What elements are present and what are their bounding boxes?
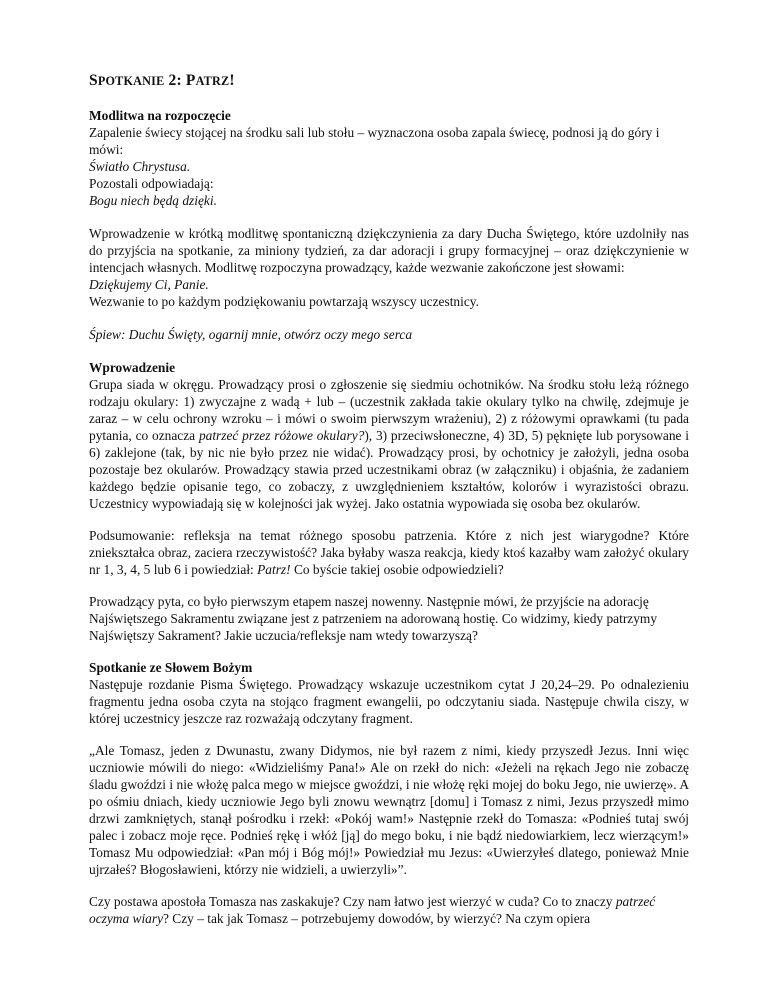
title-part-1: POTKANIE bbox=[97, 74, 165, 88]
title-initial-2: P bbox=[185, 72, 196, 89]
summary-text-italic: Patrz! bbox=[257, 562, 291, 577]
opening-prayer-call: Światło Chrystusa. bbox=[89, 159, 191, 174]
word-text: Następuje rozdanie Pisma Świętego. Prowadzący wskazuje uczestnikom cytat J 20,24–29. Po odnalezieniu fragmentu jedna osoba czyta na stojąco fragment ewangelii, po odczytaniu siada. Następuje chwila ciszy, w której uczestnicy jeszcze raz rozważają odczytany fragment. bbox=[89, 677, 689, 726]
page-title bbox=[89, 72, 689, 90]
title-exclamation: ! bbox=[229, 72, 235, 89]
summary-text bbox=[89, 527, 689, 578]
document-page bbox=[89, 72, 689, 927]
questions-text-part-b: ? Czy – tak jak Tomasz – potrzebujemy dowodów, by wierzyć? Na czym opiera bbox=[163, 911, 591, 926]
title-initial-1: S bbox=[89, 72, 98, 89]
novena-text: Prowadzący pyta, co było pierwszym etapem naszej nowenny. Następnie mówi, że przyjście na adorację Najświętszego Sakramentu związane jest z patrzeniem na adorowaną hostię. Co widzimy, kiedy patrzymy Najświętszy Sakrament? Jakie uczucia/refleksje nam wtedy towarzyszą? bbox=[89, 594, 658, 643]
title-part-2: ATRZ bbox=[195, 74, 230, 88]
introduction-heading: Wprowadzenie bbox=[89, 360, 176, 375]
opening-prayer-instruction: Zapalenie świecy stojącej na środku sali lub stołu – wyznaczona osoba zapala świecę, podnosi ją do góry i mówi: bbox=[89, 125, 660, 157]
gospel-quote: „Ale Tomasz, jeden z Dwunastu, zwany Didymos, nie był razem z nimi, kiedy przyszedł Jezus. Inni więc uczniowie mówili do niego: «Widzieliśmy Pana!» Ale on rzekł do nich: «Jeżeli na rękach Jego nie zobaczę śladu gwoździ i nie włożę palca mego w miejsce gwoździ, i nie włożę ręki mojej do boku Jego, nie uwierzę». A po ośmiu dniach, kiedy uczniowie Jego byli znowu wewnątrz [domu] i Tomasz z nimi, Jezus przyszedł mimo drzwi zamkniętych, stanął pośrodku i rzekł: «Pokój wam!» Następnie rzekł do Tomasza: «Podnieś tutaj swój palec i zobacz moje ręce. Podnieś rękę i włóż [ją] do mego boku, i nie bądź niedowiarkiem, lecz wierzącym!» Tomasz Mu odpowiedział: «Pan mój i Bóg mój!» Powiedział mu Jezus: «Uwierzyłeś dlatego, ponieważ Mnie ujrzałeś? Błogosławieni, którzy nie widzieli, a uwierzyli»”. bbox=[89, 743, 689, 877]
title-number: 2: bbox=[164, 72, 186, 89]
summary-text-part-a: Podsumowanie: refleksja na temat różnego sposobu patrzenia. Które z nich jest wiarygodne? Które zniekształca obraz, zaciera rzeczywistość? Jaka byłaby wasza reakcja, kiedy ktoś kazałby wam założyć okulary nr 1, 3, 4, 5 lub 6 i powiedział: bbox=[89, 528, 689, 577]
opening-prayer-heading: Modlitwa na rozpoczęcie bbox=[89, 108, 231, 123]
intro-prayer-text: Wprowadzenie w krótką modlitwę spontaniczną dziękczynienia za dary Ducha Świętego, które uzdolniły nas do przyjścia na spotkanie, za miniony tydzień, za dar adoracji i grupy formacyjnej – oraz dziękczynienie w intencjach własnych. Modlitwę rozpoczyna prowadzący, każde wezwanie zakończone jest słowami: bbox=[89, 226, 689, 275]
questions-text bbox=[89, 893, 689, 927]
opening-prayer-response: Bogu niech będą dzięki. bbox=[89, 193, 217, 208]
introduction-text-part-b: ), 3) przeciwsłoneczne, 4) 3D, 5) pęknięte lub porysowane i 6) zaklejone (tak, by nic nie było przez nie widać). Prowadzący prosi, by ochotnicy je założyli, jedna osoba pozostaje bez okularów. Prowadzący stawia przed uczestnikami obraz (w załączniku) i objaśnia, że zadaniem każdego będzie opisanie tego, co zobaczy, z uwzględnieniem kształtów, kolorów i wyrazistości obrazu. Uczestnicy wypowiadają się w kolejności jak wyżej. Jako ostatnia wypowiada się osoba bez okularów. bbox=[89, 428, 689, 511]
introduction-text-part-a: Grupa siada w okręgu. Prowadzący prosi o zgłoszenie się siedmiu ochotników. Na środku stołu leżą różnego rodzaju okulary: 1) zwyczajne z wadą + lub – (uczestnik zakłada takie okulary tylko na chwilę, zdejmuje je zaraz – w celu ochrony wzroku – i mówi o swoim pierwszym wrażeniu), 2) z różowymi oprawkami (tu pada pytania, co oznacza bbox=[89, 377, 689, 443]
summary-text-part-b: Co byście takiej osobie odpowiedzieli? bbox=[290, 562, 504, 577]
word-heading: Spotkanie ze Słowem Bożym bbox=[89, 660, 253, 675]
song-line: Śpiew: Duchu Święty, ogarnij mnie, otwórz oczy mego serca bbox=[89, 327, 413, 342]
questions-text-part-a: Czy postawa apostoła Tomasza nas zaskakuje? Czy nam łatwo jest wierzyć w cuda? Co to znaczy bbox=[89, 894, 616, 909]
intro-prayer-note: Wezwanie to po każdym podziękowaniu powtarzają wszyscy uczestnicy. bbox=[89, 294, 479, 309]
introduction-text-italic: patrzeć przez różowe okulary? bbox=[198, 428, 365, 443]
introduction-text bbox=[89, 376, 689, 512]
intro-prayer-response: Dziękujemy Ci, Panie. bbox=[89, 277, 209, 292]
opening-prayer-note: Pozostali odpowiadają: bbox=[89, 176, 214, 191]
questions-text-italic: patrzeć oczyma wiary bbox=[89, 894, 656, 926]
